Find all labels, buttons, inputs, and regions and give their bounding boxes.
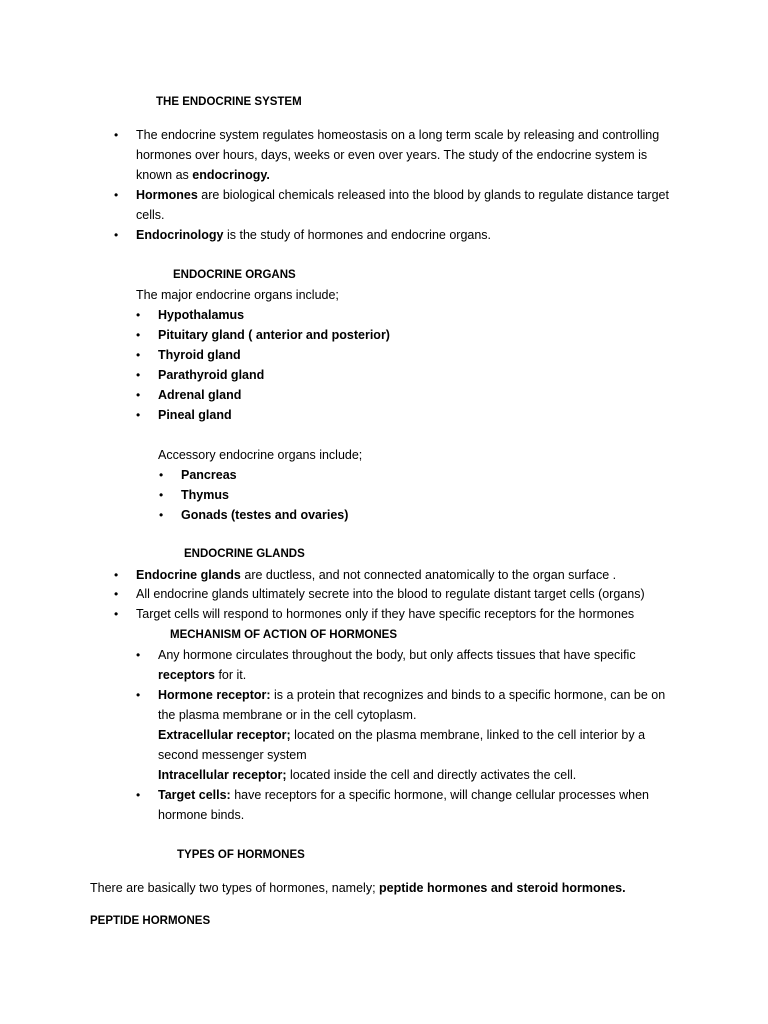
extracellular-receptor-line-1 [158, 726, 645, 744]
mechanism-bullet-3-line-1 [158, 786, 649, 804]
bullet-icon: • [114, 188, 119, 202]
intro-bullet-1-line-2: hormones over hours, days, weeks or even over years. The study of the endocrine system is [136, 148, 648, 162]
mechanism-bullet-1-line-1: Any hormone circulates throughout the body, but only affects tissues that have specific [158, 648, 636, 662]
intro-text: are biological chemicals released into the blood by glands to regulate distance target [197, 188, 669, 202]
term-receptors: receptors [158, 668, 215, 682]
bullet-icon: • [136, 688, 141, 702]
intracellular-receptor-line [158, 766, 576, 784]
mechanism-bullet-2-line-1 [158, 686, 665, 704]
bullet-icon: • [114, 568, 119, 582]
types-text: There are basically two types of hormones, namely; [90, 881, 380, 895]
mechanism-bullet-1-line-2 [158, 666, 246, 684]
term-extracellular-receptor: Extracellular receptor; [158, 728, 291, 742]
accessory-organ-item: Pancreas [181, 468, 237, 482]
bullet-icon: • [136, 328, 141, 342]
section-heading-mechanism: MECHANISM OF ACTION OF HORMONES [170, 629, 398, 641]
organ-item: Hypothalamus [158, 308, 245, 322]
section-heading-types: TYPES OF HORMONES [177, 849, 305, 861]
accessory-organ-item: Thymus [181, 488, 229, 502]
bullet-icon: • [114, 128, 119, 142]
bullet-icon: • [114, 607, 119, 621]
bullet-icon: • [114, 587, 119, 601]
bullet-icon: • [136, 348, 141, 362]
bullet-icon: • [159, 508, 164, 522]
glands-bullet-1 [136, 566, 616, 584]
organ-item: Pineal gland [158, 408, 232, 422]
glands-text: are ductless, and not connected anatomically to the organ surface . [240, 568, 617, 582]
organ-item: Adrenal gland [158, 388, 242, 402]
mechanism-text: located on the plasma membrane, linked to the cell interior by a [290, 728, 646, 742]
section-heading-glands: ENDOCRINE GLANDS [184, 548, 305, 560]
term-endocrinogy: endocrinogy. [192, 168, 270, 182]
mechanism-text: have receptors for a specific hormone, will change cellular processes when [230, 788, 649, 802]
term-endocrinology: Endocrinology [136, 228, 224, 242]
mechanism-text: located inside the cell and directly activates the cell. [286, 768, 577, 782]
mechanism-bullet-2-line-2: the plasma membrane or in the cell cytoplasm. [158, 708, 417, 722]
section-heading-peptide: PEPTIDE HORMONES [90, 915, 211, 927]
term-hormone-types: peptide hormones and steroid hormones. [379, 881, 626, 895]
glands-bullet-3: Target cells will respond to hormones only if they have specific receptors for the hormones [136, 607, 635, 621]
glands-bullet-2: All endocrine glands ultimately secrete into the blood to regulate distant target cells (organs) [136, 587, 645, 601]
accessory-organs-intro: Accessory endocrine organs include; [158, 448, 363, 462]
bullet-icon: • [159, 468, 164, 482]
bullet-icon: • [136, 648, 141, 662]
types-sentence [90, 879, 626, 897]
intro-bullet-2-line-2: cells. [136, 208, 165, 222]
bullet-icon: • [136, 788, 141, 802]
bullet-icon: • [136, 368, 141, 382]
intro-bullet-1-line-3 [136, 166, 270, 184]
organ-item: Pituitary gland ( anterior and posterior) [158, 328, 390, 342]
intro-bullet-1-line-1: The endocrine system regulates homeostasis on a long term scale by releasing and controlling [136, 128, 660, 142]
term-target-cells: Target cells: [158, 788, 231, 802]
organ-item: Thyroid gland [158, 348, 241, 362]
bullet-icon: • [136, 308, 141, 322]
page-title: THE ENDOCRINE SYSTEM [156, 96, 302, 108]
organs-intro: The major endocrine organs include; [136, 288, 339, 302]
accessory-organ-item: Gonads (testes and ovaries) [181, 508, 349, 522]
organ-item: Parathyroid gland [158, 368, 265, 382]
bullet-icon: • [114, 228, 119, 242]
mechanism-bullet-3-line-2: hormone binds. [158, 808, 245, 822]
term-intracellular-receptor: Intracellular receptor; [158, 768, 287, 782]
extracellular-receptor-line-2: second messenger system [158, 748, 307, 762]
term-hormones: Hormones [136, 188, 198, 202]
mechanism-text: is a protein that recognizes and binds to a specific hormone, can be on [270, 688, 666, 702]
section-heading-organs: ENDOCRINE ORGANS [173, 269, 296, 281]
mechanism-text: for it. [214, 668, 247, 682]
bullet-icon: • [159, 488, 164, 502]
intro-text: is the study of hormones and endocrine organs. [223, 228, 492, 242]
intro-text: known as [136, 168, 193, 182]
term-hormone-receptor: Hormone receptor: [158, 688, 271, 702]
term-endocrine-glands: Endocrine glands [136, 568, 241, 582]
intro-bullet-2-line-1 [136, 186, 669, 204]
intro-bullet-3 [136, 226, 491, 244]
bullet-icon: • [136, 388, 141, 402]
bullet-icon: • [136, 408, 141, 422]
